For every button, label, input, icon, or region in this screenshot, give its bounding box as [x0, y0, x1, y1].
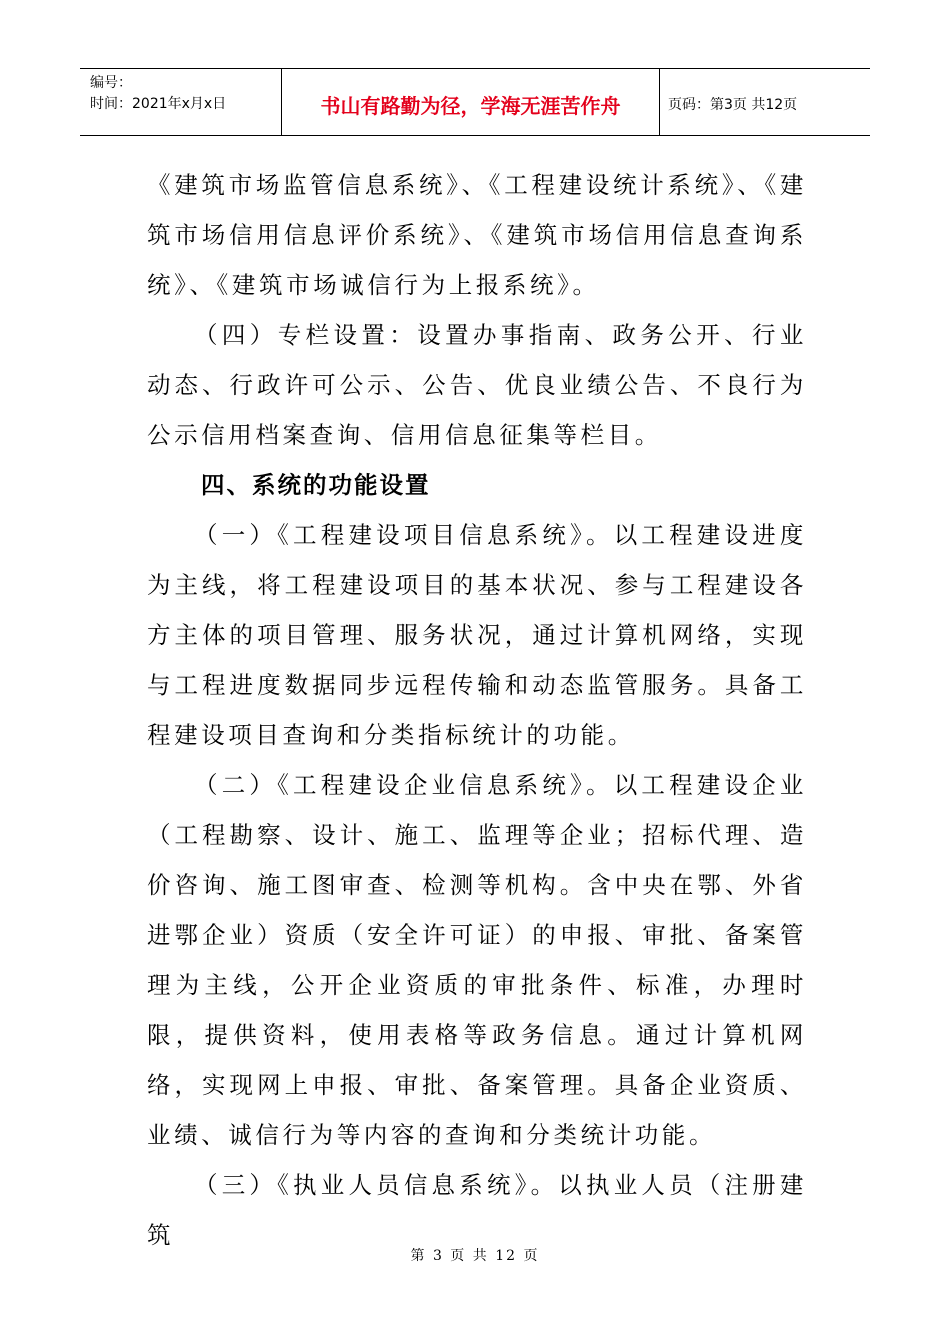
- paragraph-column-settings: （四）专栏设置：设置办事指南、政务公开、行业动态、行政许可公示、公告、优良业绩公告、不良行为公示信用档案查询、信用信息征集等栏目。: [147, 321, 807, 449]
- document-time-label: 时间：2021年x月x日: [90, 96, 227, 112]
- header-motto: 书山有路勤为径，学海无涯苦作舟: [282, 69, 660, 135]
- paragraph-enterprise-system: （二）《工程建设企业信息系统》。以工程建设企业（工程勘察、设计、施工、监理等企业；招标代理、造价咨询、施工图审查、检测等机构。含中央在鄂、外省进鄂企业）资质（安全许可证）的申报、审批、备案管理为主线，公开企业资质的审批条件、标准，办理时限，提供资料，使用表格等政务信息。通过计算机网络，实现网上申报、审批、备案管理。具备企业资质、业绩、诚信行为等内容的查询和分类统计功能。: [147, 771, 807, 1149]
- paragraph-practitioner-system: （三）《执业人员信息系统》。以执业人员（注册建筑: [147, 1171, 807, 1249]
- document-number-label: 编号：: [90, 75, 132, 91]
- paragraph-system-list: 《建筑市场监管信息系统》、《工程建设统计系统》、《建筑市场信用信息评价系统》、《建筑市场信用信息查询系统》、《建筑市场诚信行为上报系统》。: [147, 171, 807, 299]
- page-footer: 第 3 页 共 12 页: [410, 1248, 540, 1264]
- paragraph-project-system: （一）《工程建设项目信息系统》。以工程建设进度为主线，将工程建设项目的基本状况、参与工程建设各方主体的项目管理、服务状况，通过计算机网络，实现与工程进度数据同步远程传输和动态监管服务。具备工程建设项目查询和分类指标统计的功能。: [147, 521, 807, 749]
- header-page-info: 页码：第3页 共12页: [668, 97, 798, 113]
- section-heading: 四、系统的功能设置: [201, 471, 431, 499]
- page-header: [80, 68, 870, 136]
- document-body: [147, 160, 807, 1260]
- header-left-cell: [80, 69, 282, 135]
